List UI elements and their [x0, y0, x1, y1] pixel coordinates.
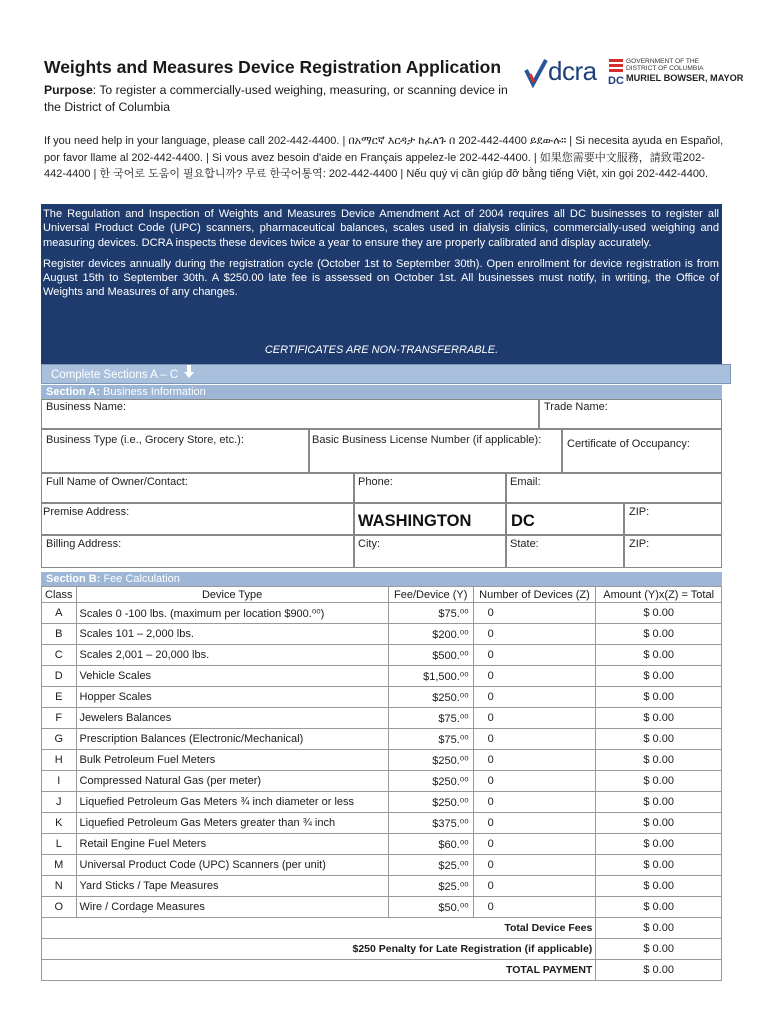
- svg-text:DC: DC: [608, 75, 624, 86]
- fee-row-number-input[interactable]: 0: [473, 708, 596, 729]
- fee-row-device: Retail Engine Fuel Meters: [76, 834, 388, 855]
- fee-row-class: L: [42, 834, 77, 855]
- fee-row: [42, 855, 722, 876]
- fee-row-amount: $ 0.00: [596, 834, 722, 855]
- fee-row-amount: $ 0.00: [596, 750, 722, 771]
- fee-row: [42, 897, 722, 918]
- premise-address-label: Premise Address:: [43, 506, 130, 518]
- fee-row-device: Bulk Petroleum Fuel Meters: [76, 750, 388, 771]
- col-device-type: Device Type: [76, 587, 388, 603]
- fee-row-class: K: [42, 813, 77, 834]
- fee-row: [42, 666, 722, 687]
- penalty-row: [42, 939, 722, 960]
- fee-row-device: Scales 101 – 2,000 lbs.: [76, 624, 388, 645]
- total-fees-row: [42, 918, 722, 939]
- fee-row-fee: $75.⁰⁰: [388, 708, 473, 729]
- license-number-label: Basic Business License Number (if applicable):: [312, 434, 542, 446]
- total-fees-value: $ 0.00: [596, 918, 722, 939]
- fee-row-number-input[interactable]: 0: [473, 771, 596, 792]
- complete-sections-label: Complete Sections A – C: [51, 369, 179, 381]
- fee-row-fee: $75.⁰⁰: [388, 729, 473, 750]
- gov-mayor: MURIEL BOWSER, MAYOR: [626, 72, 744, 83]
- fee-row-class: G: [42, 729, 77, 750]
- fee-row-amount: $ 0.00: [596, 603, 722, 624]
- certificates-note: CERTIFICATES ARE NON-TRANSFERRABLE.: [264, 344, 499, 356]
- fee-row-amount: $ 0.00: [596, 855, 722, 876]
- fee-row-device: Prescription Balances (Electronic/Mechanical): [76, 729, 388, 750]
- fee-row-class: F: [42, 708, 77, 729]
- fee-row: [42, 624, 722, 645]
- fee-row-number-input[interactable]: 0: [473, 645, 596, 666]
- premise-zip-label: ZIP:: [629, 506, 650, 518]
- fee-row: [42, 708, 722, 729]
- fee-row-fee: $250.⁰⁰: [388, 750, 473, 771]
- premise-state-value: DC: [511, 512, 535, 530]
- fee-row-fee: $250.⁰⁰: [388, 687, 473, 708]
- arrow-down-icon: [184, 365, 194, 384]
- fee-row-amount: $ 0.00: [596, 897, 722, 918]
- trade-name-label: Trade Name:: [544, 401, 608, 413]
- fee-row-device: Jewelers Balances: [76, 708, 388, 729]
- fee-row-number-input[interactable]: 0: [473, 834, 596, 855]
- section-a-header: [41, 385, 722, 399]
- fee-row-device: Liquefied Petroleum Gas Meters ¾ inch diameter or less: [76, 792, 388, 813]
- col-amount: Amount (Y)x(Z) = Total: [596, 587, 722, 603]
- gov-line-2: DISTRICT OF COLUMBIA: [626, 65, 704, 73]
- fee-row-number-input[interactable]: 0: [473, 792, 596, 813]
- total-payment-row: [42, 960, 722, 981]
- info-box: [41, 204, 722, 364]
- business-type-label: Business Type (i.e., Grocery Store, etc.):: [46, 434, 244, 446]
- fee-row-fee: $25.⁰⁰: [388, 876, 473, 897]
- dc-flag-icon: [608, 58, 624, 86]
- fee-row-device: Liquefied Petroleum Gas Meters greater than ¾ inch: [76, 813, 388, 834]
- fee-row: [42, 603, 722, 624]
- page-title: Weights and Measures Device Registration Application: [44, 57, 502, 77]
- fee-row-number-input[interactable]: 0: [473, 750, 596, 771]
- fee-row-amount: $ 0.00: [596, 792, 722, 813]
- fee-row: [42, 729, 722, 750]
- fee-row: [42, 750, 722, 771]
- billing-address-label: Billing Address:: [46, 538, 122, 550]
- complete-sections-bar: [41, 364, 731, 384]
- fee-row-number-input[interactable]: 0: [473, 813, 596, 834]
- fee-row-fee: $200.⁰⁰: [388, 624, 473, 645]
- fee-row-number-input[interactable]: 0: [473, 624, 596, 645]
- fee-row: [42, 834, 722, 855]
- fee-row-amount: $ 0.00: [596, 666, 722, 687]
- section-b-title: Section B:: [46, 573, 101, 585]
- dcra-logo-text: dcra: [548, 56, 597, 86]
- fee-row-class: H: [42, 750, 77, 771]
- fee-row-amount: $ 0.00: [596, 771, 722, 792]
- fee-row-fee: $1,500.⁰⁰: [388, 666, 473, 687]
- section-b-header: [41, 572, 722, 586]
- billing-zip-label: ZIP:: [629, 538, 650, 550]
- total-payment-value: $ 0.00: [596, 960, 722, 981]
- fee-row-fee: $375.⁰⁰: [388, 813, 473, 834]
- fee-row-fee: $50.⁰⁰: [388, 897, 473, 918]
- fee-row-class: J: [42, 792, 77, 813]
- col-class: Class: [42, 587, 77, 603]
- billing-state-label: State:: [510, 538, 539, 550]
- owner-label: Full Name of Owner/Contact:: [46, 476, 188, 488]
- fee-row-class: A: [42, 603, 77, 624]
- info-para-2: Register devices annually during the registration cycle (October 1st to September 30th). Open enrollment for device registration is from August 15th to September 30th. A $250.00 late fee is assessed on October 1st. All businesses must notify, in writing, the Office of Weights and Measures of any changes.: [43, 257, 719, 299]
- fee-row-fee: $25.⁰⁰: [388, 855, 473, 876]
- fee-row-class: M: [42, 855, 77, 876]
- fee-table: [41, 586, 722, 981]
- fee-row-device: Universal Product Code (UPC) Scanners (per unit): [76, 855, 388, 876]
- fee-row: [42, 813, 722, 834]
- premise-city-value: WASHINGTON: [358, 512, 472, 530]
- fee-row-class: C: [42, 645, 77, 666]
- occupancy-label: Certificate of Occupancy:: [567, 438, 690, 450]
- fee-row-number-input[interactable]: 0: [473, 729, 596, 750]
- purpose-label: Purpose: [44, 83, 93, 97]
- col-number: Number of Devices (Z): [473, 587, 596, 603]
- fee-row: [42, 645, 722, 666]
- section-a-subtitle: Business Information: [100, 386, 206, 398]
- col-fee: Fee/Device (Y): [388, 587, 473, 603]
- fee-row-device: Yard Sticks / Tape Measures: [76, 876, 388, 897]
- fee-row-fee: $250.⁰⁰: [388, 771, 473, 792]
- phone-label: Phone:: [358, 476, 393, 488]
- total-payment-label: TOTAL PAYMENT: [42, 960, 596, 981]
- fee-row-fee: $250.⁰⁰: [388, 792, 473, 813]
- fee-row-amount: $ 0.00: [596, 729, 722, 750]
- fee-row-class: E: [42, 687, 77, 708]
- fee-row-number-input[interactable]: 0: [473, 603, 596, 624]
- purpose-text: [44, 82, 514, 116]
- fee-row-number-input[interactable]: 0: [473, 666, 596, 687]
- section-a-title: Section A:: [46, 386, 100, 398]
- fee-row-device: Compressed Natural Gas (per meter): [76, 771, 388, 792]
- fee-row: [42, 792, 722, 813]
- fee-row-amount: $ 0.00: [596, 708, 722, 729]
- billing-city-label: City:: [358, 538, 380, 550]
- fee-row-device: Wire / Cordage Measures: [76, 897, 388, 918]
- gov-text: [626, 58, 743, 83]
- fee-row-fee: $75.⁰⁰: [388, 603, 473, 624]
- fee-row-number-input[interactable]: 0: [473, 855, 596, 876]
- language-help: If you need help in your language, please call 202-442-4400. | በአማርኛ እርዳታ ከፈለጉ በ 202-442-4400 ይደውሉ። | Si necesita ayuda en Español, por favor llame al 202-442-4400. | Si vous avez besoin d'aide en Français appelez-le 202-442-4400. | 如果您需要中文服務，請致電202-442-4400 | 한 국어로 도움이 필요합니까? 무료 한국어통역: 202-442-4400 | Nếu quý vị cần giúp đỡ bằng tiếng Việt, xin gọi 202-442-4400.: [44, 135, 724, 180]
- fee-table-header: [42, 587, 722, 603]
- fee-row-amount: $ 0.00: [596, 645, 722, 666]
- fee-row-amount: $ 0.00: [596, 624, 722, 645]
- fee-row-number-input[interactable]: 0: [473, 687, 596, 708]
- fee-row-amount: $ 0.00: [596, 813, 722, 834]
- fee-row-amount: $ 0.00: [596, 876, 722, 897]
- purpose-body: : To register a commercially-used weighing, measuring, or scanning device in the District of Columbia: [44, 83, 508, 114]
- fee-row-device: Hopper Scales: [76, 687, 388, 708]
- fee-row: [42, 876, 722, 897]
- fee-row: [42, 687, 722, 708]
- fee-row-fee: $60.⁰⁰: [388, 834, 473, 855]
- fee-row-class: I: [42, 771, 77, 792]
- email-label: Email:: [510, 476, 541, 488]
- fee-row-device: Scales 0 -100 lbs. (maximum per location $900.⁰⁰): [76, 603, 388, 624]
- total-fees-label: Total Device Fees: [42, 918, 596, 939]
- gov-line-1: GOVERNMENT OF THE: [626, 58, 700, 65]
- fee-row-class: D: [42, 666, 77, 687]
- fee-row-device: Scales 2,001 – 20,000 lbs.: [76, 645, 388, 666]
- fee-row-amount: $ 0.00: [596, 687, 722, 708]
- section-b-subtitle: Fee Calculation: [100, 573, 180, 585]
- fee-row-number-input[interactable]: 0: [473, 897, 596, 918]
- fee-row-class: B: [42, 624, 77, 645]
- occupancy-field[interactable]: [562, 429, 722, 473]
- info-para-1: The Regulation and Inspection of Weights and Measures Device Amendment Act of 2004 requires all DC businesses to register all Universal Product Code (UPC) scanners, pharmaceutical balances, scales used in dialysis clinics, commercially-used weighing and measuring devices. DCRA inspects these devices twice a year to ensure they are properly calibrated and display accurately.: [43, 208, 719, 249]
- fee-row-fee: $500.⁰⁰: [388, 645, 473, 666]
- penalty-label: $250 Penalty for Late Registration (if applicable): [42, 939, 596, 960]
- fee-row: [42, 771, 722, 792]
- fee-row-class: N: [42, 876, 77, 897]
- fee-row-number-input[interactable]: 0: [473, 876, 596, 897]
- fee-row-class: O: [42, 897, 77, 918]
- fee-row-device: Vehicle Scales: [76, 666, 388, 687]
- business-name-label: Business Name:: [46, 401, 127, 413]
- penalty-value: $ 0.00: [596, 939, 722, 960]
